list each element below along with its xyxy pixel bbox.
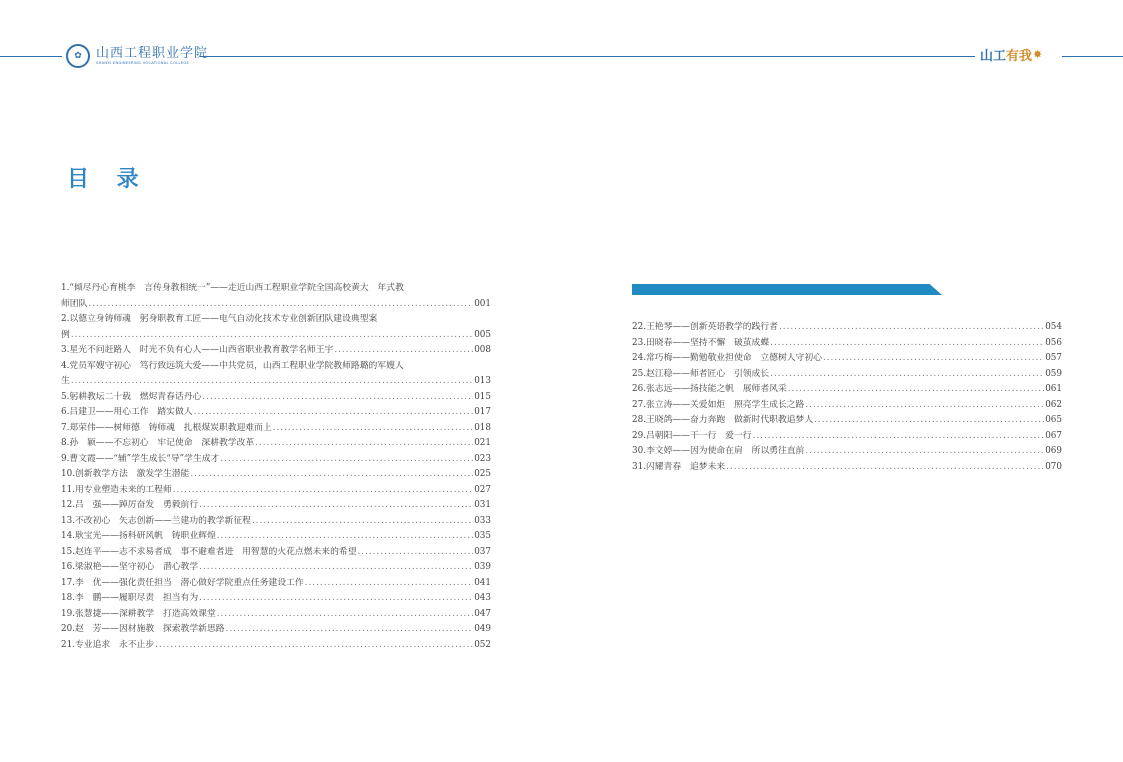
toc-entry-page: 033	[474, 515, 491, 526]
star-spark-icon: ✸	[1033, 48, 1043, 61]
toc-entry[interactable]	[61, 591, 491, 607]
toc-leader-dots	[220, 452, 473, 468]
toc-leader-dots	[88, 297, 473, 313]
toc-leader-dots	[753, 429, 1045, 445]
toc-entry[interactable]	[632, 460, 1062, 476]
toc-entry-page: 035	[474, 531, 491, 541]
toc-entry-title: 20.赵 芳——因材施教 探索教学新思路	[61, 624, 225, 634]
toc-entry-title: 14.耿宝光——扬科研风帆 铸职业辉煌	[61, 531, 216, 541]
toc-entry-title: 27.张立涛——关爱如炬 照亮学生成长之路	[632, 399, 805, 410]
toc-leader-dots	[823, 351, 1044, 367]
toc-leader-dots	[199, 560, 473, 576]
toc-leader-dots	[71, 328, 473, 344]
toc-entry-page: 065	[1045, 415, 1062, 425]
toc-leader-dots	[199, 498, 473, 514]
toc-entry-title: 5.躬耕教坛二十载 燃烬青春话丹心	[61, 391, 202, 402]
toc-entry-page: 027	[474, 484, 491, 495]
toc-entry[interactable]	[632, 320, 1062, 336]
toc-entry[interactable]	[61, 405, 491, 421]
toc-entry-page: 069	[1045, 446, 1062, 456]
toc-entry[interactable]	[61, 328, 491, 344]
college-name-en: SHANXI ENGINEERING VOCATIONAL COLLEGE	[96, 60, 190, 65]
toc-entry-title: 15.赵连平——志不求易者成 事不避难者进 用智慧的火花点燃未来的希望	[61, 546, 357, 557]
toc-entry-page: 059	[1045, 368, 1062, 379]
toc-entry-title: 28.王晓鸽——奋力奔跑 做新时代职教追梦人	[632, 415, 814, 425]
toc-entry[interactable]	[61, 452, 491, 468]
toc-entry-title: 23.田晓春——坚持不懈 破茧成蝶	[632, 337, 770, 348]
toc-right-column	[632, 320, 1062, 475]
college-logo	[66, 44, 208, 68]
toc-entry-page: 018	[474, 422, 491, 433]
toc-entry-title: 17.李 优——强化责任担当 潜心做好学院重点任务建设工作	[61, 577, 304, 588]
toc-entry[interactable]	[632, 336, 1062, 352]
toc-entry-page: 037	[474, 546, 491, 557]
decorative-banner	[632, 284, 942, 295]
toc-entry-title: 25.赵江稳——师者匠心 引领成长	[632, 368, 770, 379]
toc-entry[interactable]	[61, 498, 491, 514]
toc-entry-page: 001	[474, 298, 491, 309]
toc-entry-title: 10.创新教学方法 激发学生潜能	[61, 469, 190, 479]
toc-entry-title: 师团队	[61, 298, 88, 309]
toc-leader-dots	[190, 467, 473, 483]
toc-leader-dots	[255, 436, 473, 452]
toc-entry-title: 例	[61, 329, 70, 340]
toc-entry-page: 067	[1045, 430, 1062, 441]
toc-leader-dots	[217, 607, 473, 623]
toc-leader-dots	[273, 421, 473, 437]
toc-entry-title: 19.张慧捷——深耕教学 打造高效课堂	[61, 608, 216, 619]
school-seal-icon: ✿	[66, 44, 90, 68]
slogan-logo	[980, 45, 1042, 64]
toc-leader-dots	[202, 390, 473, 406]
toc-entry[interactable]	[61, 436, 491, 452]
toc-entry-title: 18.李 鹏——履职尽责 担当有为	[61, 593, 199, 603]
toc-leader-dots	[155, 638, 473, 654]
toc-entry-page: 017	[474, 407, 491, 417]
toc-entry-title: 29.吕朝阳——干一行 爱一行	[632, 430, 752, 441]
toc-leader-dots	[199, 591, 473, 607]
toc-entry-line: 1.“倾尽丹心育桃李 言传身教相统一”——走近山西工程职业学院全国高校黄大 年式教	[61, 283, 404, 293]
toc-leader-dots	[805, 444, 1044, 460]
toc-entry[interactable]	[61, 374, 491, 390]
toc-entry-line: 2.以德立身铸师魂 躬身职教育工匠——电气自动化技术专业创新团队建设典型案	[61, 314, 378, 324]
college-logo-text	[96, 47, 208, 66]
toc-leader-dots	[71, 374, 473, 390]
slogan-text	[980, 45, 1032, 64]
toc-leader-dots	[779, 320, 1044, 336]
toc-leader-dots	[194, 405, 474, 421]
college-name: 山西工程职业学院	[96, 45, 209, 61]
toc-leader-dots	[805, 398, 1044, 414]
toc-leader-dots	[173, 483, 473, 499]
toc-entry-page: 070	[1045, 461, 1062, 472]
toc-entry-title: 30.李文婷——因为使命在肩 所以勇往直前	[632, 446, 805, 456]
toc-leader-dots	[788, 382, 1044, 398]
toc-entry-title: 13.不改初心 矢志创新——兰建功的教学新征程	[61, 515, 251, 526]
toc-entry-title: 24.常巧梅——勤勉敬业担使命 立德树人守初心	[632, 353, 822, 363]
toc-entry-page: 041	[474, 577, 491, 588]
toc-leader-dots	[770, 367, 1044, 383]
toc-entry[interactable]	[61, 297, 491, 313]
toc-entry-title: 7.郑荣伟——树师德 铸师魂 扎根煤炭职教迎难而上	[61, 422, 272, 433]
toc-leader-dots	[226, 622, 474, 638]
toc-entry[interactable]	[61, 607, 491, 623]
toc-entry[interactable]	[632, 413, 1062, 429]
toc-entry[interactable]	[61, 343, 491, 359]
toc-leader-dots	[770, 336, 1044, 352]
header-rule-middle	[200, 56, 975, 57]
toc-entry[interactable]	[61, 638, 491, 654]
toc-entry-title: 9.曹文霞——“辅”学生成长“导”学生成才	[61, 453, 220, 464]
toc-entry-title: 26.张志远——扬技能之帆 展师者风采	[632, 384, 787, 394]
toc-entry-page: 008	[474, 345, 491, 355]
toc-entry-page: 056	[1045, 337, 1062, 348]
header-rule-left	[0, 56, 62, 57]
toc-entry[interactable]	[632, 444, 1062, 460]
toc-entry[interactable]	[61, 390, 491, 406]
toc-entry[interactable]	[632, 367, 1062, 383]
toc-entry-page: 013	[474, 376, 491, 386]
toc-entry-page: 052	[474, 639, 491, 650]
toc-entry-page: 023	[474, 453, 491, 464]
toc-leader-dots	[358, 545, 474, 561]
toc-entry-title: 21.专业追求 永不止步	[61, 639, 155, 650]
toc-entry-page: 005	[474, 329, 491, 340]
toc-entry-page: 057	[1045, 353, 1062, 363]
toc-entry-title: 生	[61, 376, 70, 386]
toc-entry[interactable]	[61, 529, 491, 545]
toc-entry-page: 061	[1045, 384, 1062, 394]
page-title: 目 录	[67, 166, 149, 192]
toc-entry-page: 062	[1045, 399, 1062, 410]
toc-entry[interactable]	[61, 514, 491, 530]
toc-entry[interactable]	[632, 382, 1062, 398]
toc-leader-dots	[217, 529, 473, 545]
toc-entry-page: 025	[474, 469, 491, 479]
toc-entry-title: 8.孙 颖——不忘初心 牢记使命 深耕教学改革	[61, 438, 255, 448]
toc-entry[interactable]	[61, 483, 491, 499]
toc-entry-title: 3.星光不问赶路人 时光不负有心人——山西省职业教育教学名师王宇	[61, 345, 334, 355]
slogan-part1: 山工	[980, 49, 1007, 64]
toc-leader-dots	[334, 343, 473, 359]
toc-entry[interactable]	[61, 421, 491, 437]
toc-entry-title: 22.王艳琴——创新英语教学的践行者	[632, 322, 778, 332]
toc-entry-page: 043	[474, 593, 491, 603]
toc-entry[interactable]	[632, 398, 1062, 414]
toc-entry-page: 031	[474, 500, 491, 510]
header-rule-right	[1062, 56, 1123, 57]
toc-entry[interactable]	[61, 560, 491, 576]
toc-entry[interactable]	[61, 545, 491, 561]
toc-entry-title: 12.吕 强——踔厉奋发 勇毅前行	[61, 500, 199, 510]
slogan-part2: 有我	[1006, 49, 1033, 64]
toc-entry-page: 021	[474, 438, 491, 448]
toc-leader-dots	[252, 514, 473, 530]
toc-leader-dots	[726, 460, 1044, 476]
toc-left-column	[61, 281, 491, 653]
toc-entry[interactable]	[61, 467, 491, 483]
toc-leader-dots	[305, 576, 473, 592]
toc-entry-page: 047	[474, 608, 491, 619]
toc-entry[interactable]	[632, 429, 1062, 445]
toc-entry-line: 4.党员军嫂守初心 笃行致远筑大爱——中共党员，山西工程职业学院教师路璐的军嫂人	[61, 360, 404, 371]
toc-entry-title: 6.吕建卫——用心工作 踏实做人	[61, 407, 193, 417]
toc-entry-page: 039	[474, 562, 491, 572]
toc-entry[interactable]	[61, 576, 491, 592]
toc-entry-page: 054	[1045, 322, 1062, 332]
toc-entry-page: 015	[474, 391, 491, 402]
toc-entry-title: 31.闪耀青春 追梦未来	[632, 461, 726, 472]
toc-leader-dots	[814, 413, 1044, 429]
toc-entry-title: 16.梁淑艳——坚守初心 潜心教学	[61, 562, 199, 572]
toc-entry-title: 11.用专业塑造未来的工程师	[61, 484, 172, 495]
toc-entry[interactable]	[632, 351, 1062, 367]
toc-entry[interactable]	[61, 622, 491, 638]
toc-entry-page: 049	[474, 624, 491, 634]
